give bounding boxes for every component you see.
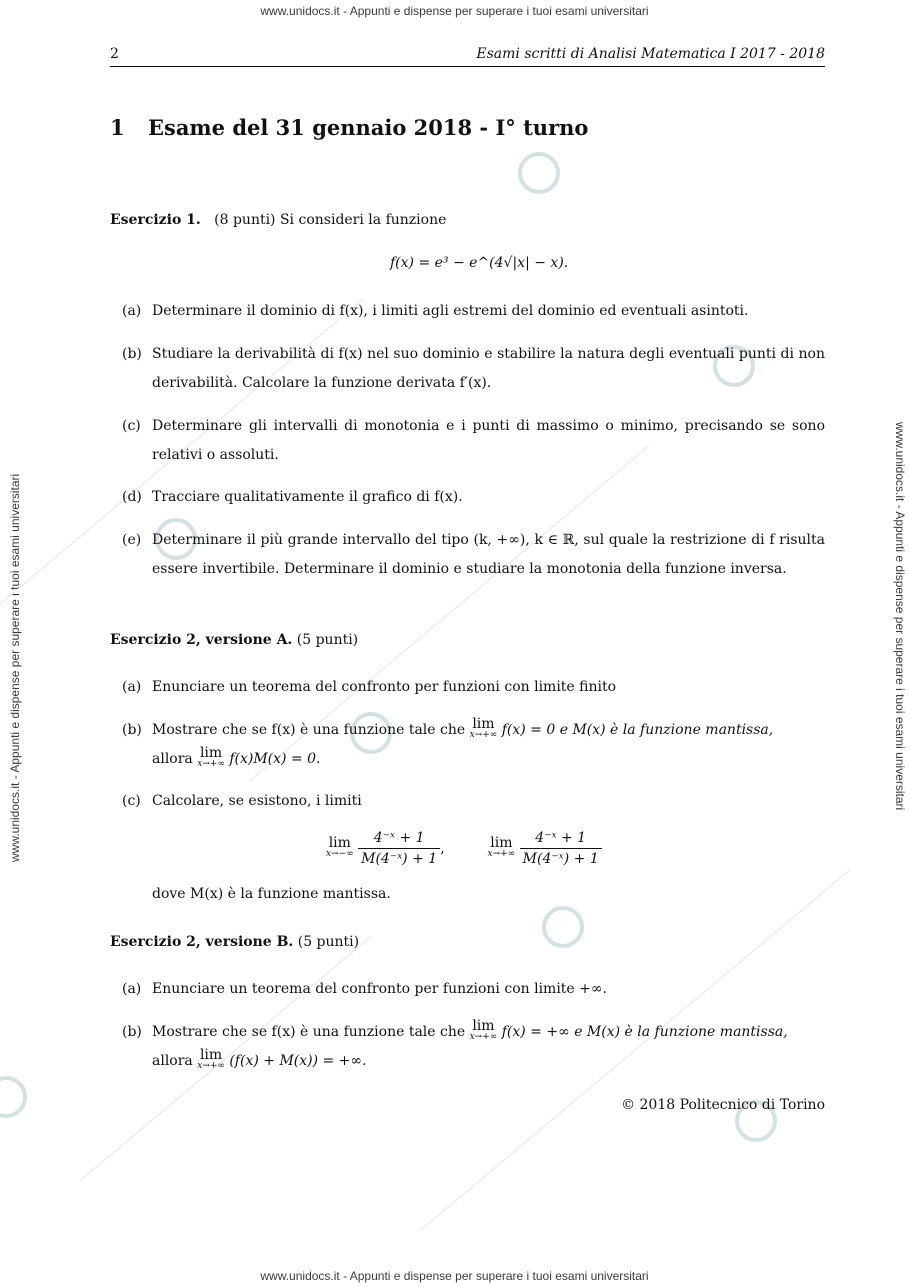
item-text: Determinare gli intervalli di monotonia e i punti di massimo o minimo, precisando se sono relativi o assoluti. [152,418,825,463]
limit-expression: lim x→+∞ [197,1047,225,1071]
list-item [122,787,825,816]
section-title: Esame del 31 gennaio 2018 - I° turno [148,115,589,140]
watermark-right: www.unidocs.it - Appunti e dispense per superare i tuoi esami universitari [893,422,907,811]
item-label: (b) [122,722,142,738]
list-item [122,340,825,398]
exercise-1-intro: (8 punti) Si consideri la funzione [214,212,447,228]
list-item [122,483,825,512]
watermark-logo-icon [518,152,560,194]
item-label: (c) [122,793,141,809]
copyright-notice: © 2018 Politecnico di Torino [621,1097,825,1113]
list-item [122,1018,825,1076]
fraction: $\frac{\text{4⁻ˣ + 1}}{\text{M(4⁻ˣ) + 1}}$ [520,828,602,869]
item-text: Determinare il più grande intervallo del tipo (k, +∞), k ∈ ℝ, sul quale la restrizione di f risulta essere invertibile. Determinare il dominio e studiare la monotonia della funzione inversa. [152,532,825,577]
limit-expression: lim x→+∞ [487,834,516,859]
item-text: Enunciare un teorema del confronto per funzioni con limite +∞. [152,981,607,997]
item-text: f(x) = 0 e M(x) è la funzione mantissa, [501,722,774,738]
function-formula: f(x) = e³ − e^(4√|x| − x). [390,255,569,271]
exercise-2b-heading [110,928,825,957]
item-label: (c) [122,418,141,434]
limits-formula: lim x→−∞ $\frac{\text{4⁻ˣ + 1}}{\text{M(4⁻ˣ) + 1}}$ , lim x→+∞ $\frac{\text{4⁻ˣ + 1}}{\text{M(4⁻ˣ) + 1}}$ [326,828,602,869]
item-text: dove M(x) è la funzione mantissa. [152,886,391,902]
item-text: Calcolare, se esistono, i limiti [152,793,362,809]
limit-expression: lim x→+∞ [197,745,225,769]
limit-expression: lim x→+∞ [469,716,498,740]
section-heading [110,115,588,140]
item-label: (b) [122,1024,142,1040]
item-label: (a) [122,679,142,695]
watermark-logo-icon [0,1076,27,1118]
list-item [122,716,825,774]
running-header [110,46,825,67]
item-label: (b) [122,346,142,362]
item-text: allora [152,1053,193,1069]
exercise-2b-points: (5 punti) [297,934,360,950]
item-text: Enunciare un teorema del confronto per funzioni con limite finito [152,679,617,695]
item-text: f(x) = +∞ e M(x) è la funzione mantissa, [501,1024,788,1040]
page-number: 2 [110,46,119,62]
item-label: (a) [122,981,142,997]
list-item [122,526,825,584]
limit-expression: lim x→+∞ [469,1018,498,1042]
list-item [122,297,825,326]
item-label: (e) [122,532,142,548]
limit-expression: lim x→−∞ [326,834,354,859]
exercise-1-title: Esercizio 1. [110,212,201,228]
fraction: $\frac{\text{4⁻ˣ + 1}}{\text{M(4⁻ˣ) + 1}}$ [358,828,440,869]
exercise-2a-heading [110,626,825,655]
list-item [122,412,825,470]
watermark-left: www.unidocs.it - Appunti e dispense per superare i tuoi esami universitari [8,473,22,862]
item-text: Studiare la derivabilità di f(x) nel suo dominio e stabilire la natura degli eventuali punti di non derivabilità. Calcolare la funzione derivata f′(x). [152,346,825,391]
item-text: Tracciare qualitativamente il grafico di f(x). [152,489,463,505]
item-label: (d) [122,489,142,505]
exercise-2b-title: Esercizio 2, versione B. [110,934,294,950]
running-title: Esami scritti di Analisi Matematica I 2017 - 2018 [476,46,825,62]
exercise-1-heading [110,206,825,235]
item-text: f(x)M(x) = 0. [229,751,321,767]
exercise-2a-title: Esercizio 2, versione A. [110,632,293,648]
item-label: (a) [122,303,142,319]
list-item [122,673,825,702]
watermark-bottom: www.unidocs.it - Appunti e dispense per superare i tuoi esami universitari [260,1269,649,1283]
exercise-2a-points: (5 punti) [296,632,359,648]
item-text: Mostrare che se f(x) è una funzione tale che [152,1024,466,1040]
item-text: Determinare il dominio di f(x), i limiti agli estremi del dominio ed eventuali asintoti. [152,303,749,319]
watermark-top: www.unidocs.it - Appunti e dispense per superare i tuoi esami universitari [260,4,649,18]
item-text: Mostrare che se f(x) è una funzione tale che [152,722,466,738]
list-item [122,975,825,1004]
list-item [122,880,825,909]
section-number: 1 [110,115,125,140]
item-text: (f(x) + M(x)) = +∞. [229,1053,367,1069]
item-text: allora [152,751,193,767]
